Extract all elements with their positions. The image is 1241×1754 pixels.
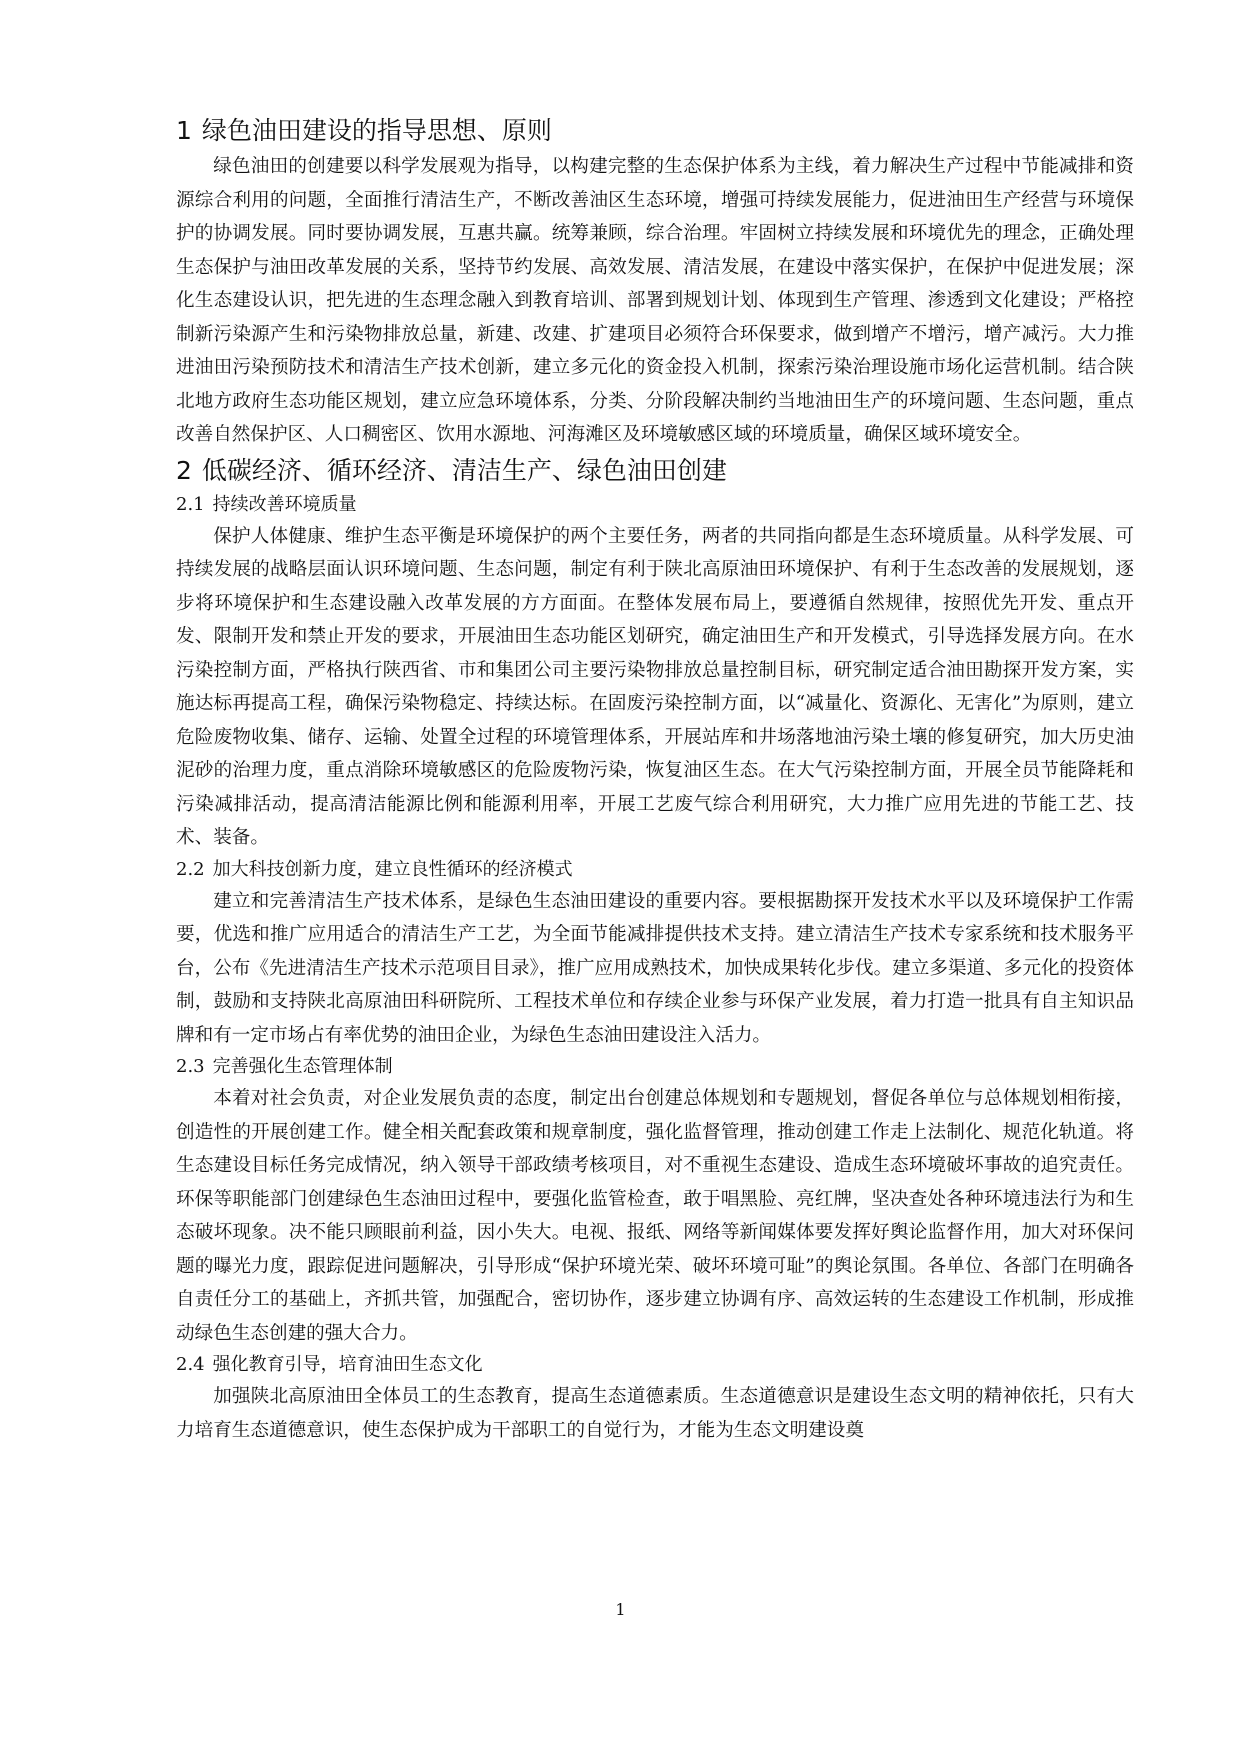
section-heading-2 bbox=[176, 452, 1134, 490]
subsection-title: 加大科技创新力度，建立良性循环的经济模式 bbox=[212, 858, 573, 880]
subsection-heading-2-4 bbox=[176, 1350, 1134, 1380]
page-content bbox=[176, 112, 1134, 1447]
section-1-paragraph: 绿色油田的创建要以科学发展观为指导，以构建完整的生态保护体系为主线，着力解决生产过程中节能减排和资源综合利用的问题，全面推行清洁生产，不断改善油区生态环境，增强可持续发展能力，促进油田生产经营与环境保护的协调发展。同时要协调发展，互惠共赢。统筹兼顾，综合治理。牢固树立持续发展和环境优先的理念，正确处理生态保护与油田改革发展的关系，坚持节约发展、高效发展、清洁发展，在建设中落实保护，在保护中促进发展；深化生态建设认识，把先进的生态理念融入到教育培训、部署到规划计划、体现到生产管理、渗透到文化建设；严格控制新污染源产生和污染物排放总量，新建、改建、扩建项目必须符合环保要求，做到增产不增污，增产减污。大力推进油田污染预防技术和清洁生产技术创新，建立多元化的资金投入机制，探索污染治理设施市场化运营机制。结合陕北地方政府生态功能区规划，建立应急环境体系，分类、分阶段解决制约当地油田生产的环境问题、生态问题，重点改善自然保护区、人口稠密区、饮用水源地、河海滩区及环境敏感区域的环境质量，确保区域环境安全。 bbox=[176, 156, 1134, 445]
subsection-number: 2.2 bbox=[176, 858, 205, 880]
section-title: 绿色油田建设的指导思想、原则 bbox=[201, 116, 552, 145]
subsection-number: 2.3 bbox=[176, 1056, 205, 1077]
subsection-2-3-paragraph: 本着对社会负责，对企业发展负责的态度，制定出台创建总体规划和专题规划，督促各单位与总体规划相衔接，创造性的开展创建工作。健全相关配套政策和规章制度，强化监督管理，推动创建工作走上法制化、规范化轨道。将生态建设目标任务完成情况，纳入领导干部政绩考核项目，对不重视生态建设、造成生态环境破坏事故的追究责任。环保等职能部门创建绿色生态油田过程中，要强化监管检查，敢于唱黑脸、亮红牌，坚决查处各种环境违法行为和生态破坏现象。决不能只顾眼前利益，因小失大。电视、报纸、网络等新闻媒体要发挥好舆论监督作用，加大对环保问题的曝光力度，跟踪促进问题解决，引导形成“保护环境光荣、破坏环境可耻”的舆论氛围。各单位、各部门在明确各自责任分工的基础上，齐抓共管，加强配合，密切协作，逐步建立协调有序、高效运转的生态建设工作机制，形成推动绿色生态创建的强大合力。 bbox=[176, 1088, 1134, 1344]
section-title: 低碳经济、循环经济、清洁生产、绿色油田创建 bbox=[201, 455, 727, 485]
subsection-number: 2.1 bbox=[176, 493, 205, 515]
subsection-heading-2-3 bbox=[176, 1052, 1134, 1082]
subsection-2-1-paragraph: 保护人体健康、维护生态平衡是环境保护的两个主要任务，两者的共同指向都是生态环境质量。从科学发展、可持续发展的战略层面认识环境问题、生态问题，制定有利于陕北高原油田环境保护、有利于生态改善的发展规划，逐步将环境保护和生态建设融入改革发展的方方面面。在整体发展布局上，要遵循自然规律，按照优先开发、重点开发、限制开发和禁止开发的要求，开展油田生态功能区划研究，确定油田生产和开发模式，引导选择发展方向。在水污染控制方面，严格执行陕西省、市和集团公司主要污染物排放总量控制目标，研究制定适合油田勘探开发方案，实施达标再提高工程，确保污染物稳定、持续达标。在固废污染控制方面，以“减量化、资源化、无害化”为原则，建立危险废物收集、储存、运输、处置全过程的环境管理体系，开展站库和井场落地油污染土壤的修复研究，加大历史油泥砂的治理力度，重点消除环境敏感区的危险废物污染，恢复油区生态。在大气污染控制方面，开展全员节能降耗和污染减排活动，提高清洁能源比例和能源利用率，开展工艺废气综合利用研究，大力推广应用先进的节能工艺、技术、装备。 bbox=[176, 525, 1134, 848]
subsection-heading-2-2 bbox=[176, 855, 1134, 885]
page-number: 1 bbox=[615, 1600, 626, 1619]
subsection-2-2-paragraph: 建立和完善清洁生产技术体系，是绿色生态油田建设的重要内容。要根据勘探开发技术水平以及环境保护工作需要，优选和推广应用适合的清洁生产工艺，为全面节能减排提供技术支持。建立清洁生产技术专家系统和技术服务平台，公布《先进清洁生产技术示范项目目录》，推广应用成熟技术，加快成果转化步伐。建立多渠道、多元化的投资体制，鼓励和支持陕北高原油田科研院所、工程技术单位和存续企业参与环保产业发展，着力打造一批具有自主知识品牌和有一定市场占有率优势的油田企业，为绿色生态油田建设注入活力。 bbox=[176, 890, 1134, 1046]
subsection-heading-2-1 bbox=[176, 490, 1134, 520]
section-number: 2 bbox=[176, 455, 192, 485]
subsection-number: 2.4 bbox=[176, 1354, 205, 1375]
subsection-2-4-paragraph: 加强陕北高原油田全体员工的生态教育，提高生态道德素质。生态道德意识是建设生态文明的精神依托，只有大力培育生态道德意识，使生态保护成为干部职工的自觉行为，才能为生态文明建设奠 bbox=[176, 1386, 1134, 1441]
subsection-title: 持续改善环境质量 bbox=[212, 493, 357, 515]
section-number: 1 bbox=[176, 116, 192, 145]
subsection-title: 完善强化生态管理体制 bbox=[212, 1056, 393, 1077]
subsection-title: 强化教育引导，培育油田生态文化 bbox=[212, 1354, 483, 1375]
section-heading-1 bbox=[176, 112, 1134, 150]
